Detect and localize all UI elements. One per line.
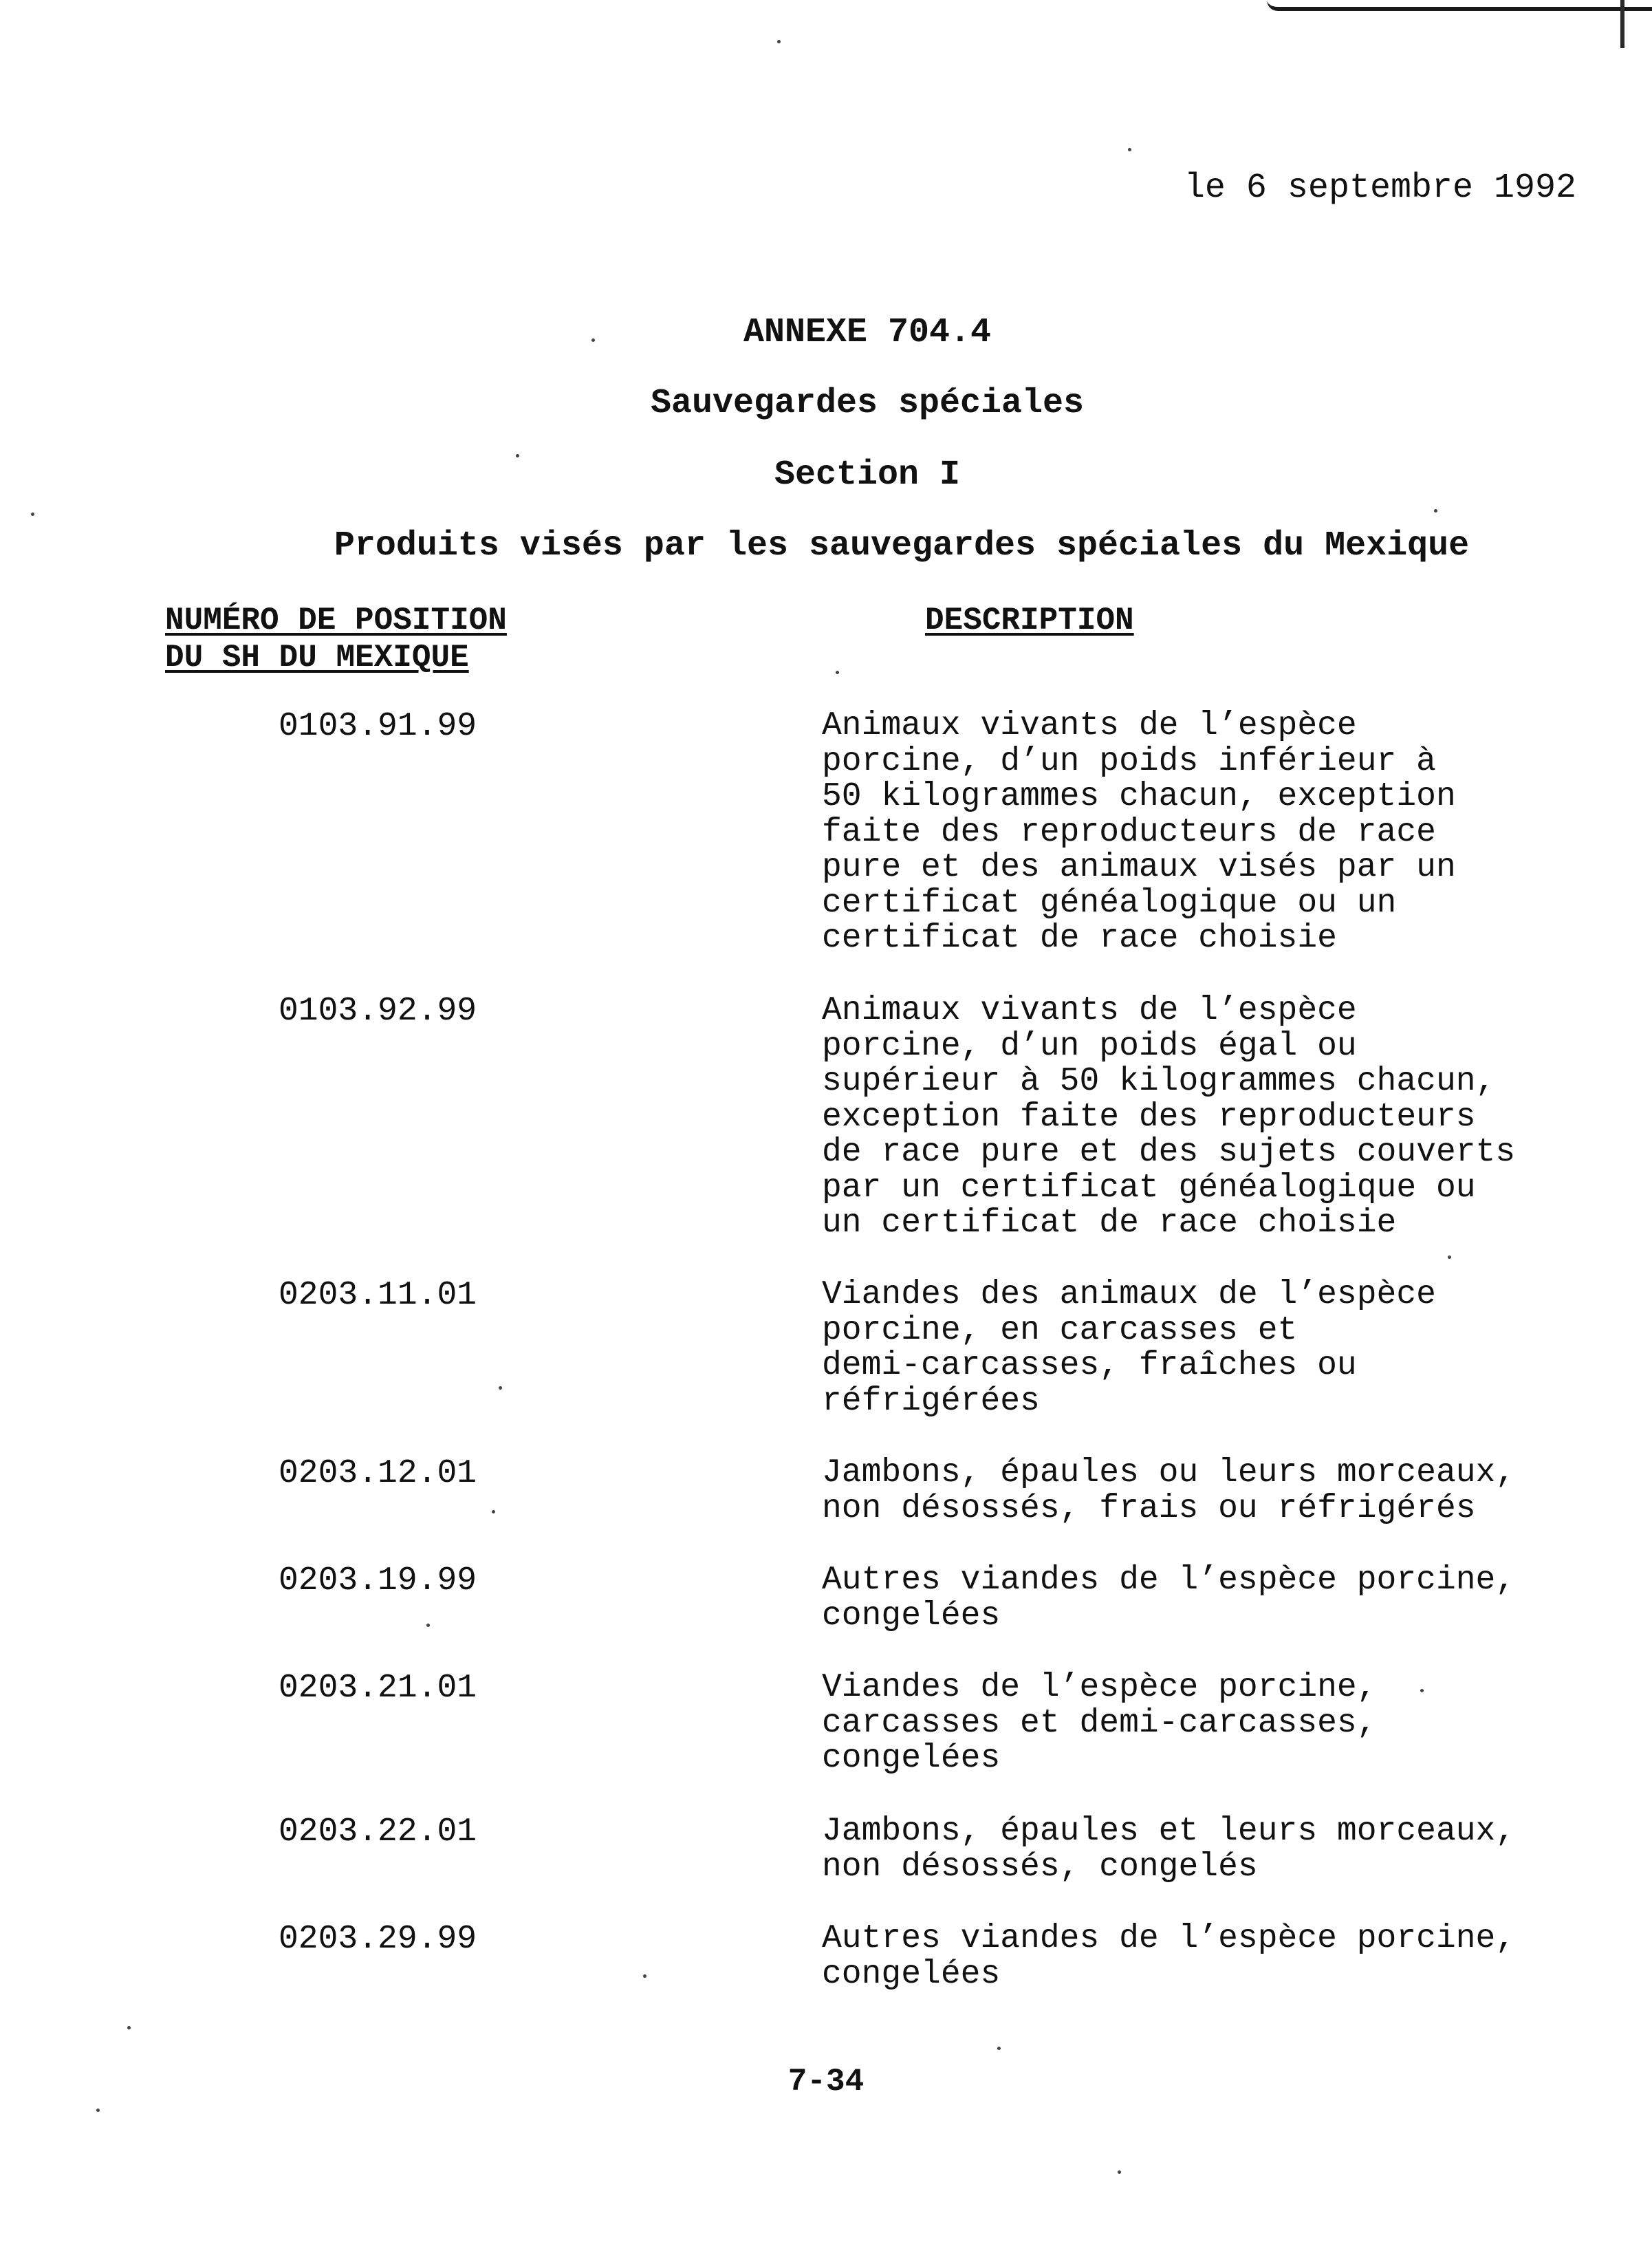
document-date: le 6 septembre 1992 [1184,169,1576,208]
scan-speck [836,671,839,674]
product-description: Jambons, épaules et leurs morceaux, non désossés, congelés [822,1813,1516,1886]
hs-code: 0103.91.99 [279,708,477,745]
scan-speck [127,2026,131,2029]
hs-code: 0203.29.99 [279,1921,477,1958]
scan-speck [492,1510,495,1513]
scan-edge-tick [1620,0,1624,48]
scan-speck [1420,1689,1424,1692]
column-header-description: DESCRIPTION [925,603,1134,638]
column-header-code: NUMÉRO DE POSITION DU SH DU MEXIQUE [165,603,507,676]
document-title: Sauvegardes spéciales [650,384,1085,423]
hs-code: 0203.22.01 [279,1813,477,1851]
scan-edge-mark [1267,0,1652,11]
scan-speck [516,454,519,457]
scan-speck [643,1974,646,1978]
scan-speck [777,40,781,43]
scan-speck [96,2109,100,2112]
scan-speck [31,513,34,516]
scan-speck [1118,2170,1121,2174]
hs-code: 0203.19.99 [279,1562,477,1599]
scan-speck [499,1386,502,1390]
hs-code: 0203.11.01 [279,1277,477,1314]
page-number: 7-34 [787,2064,865,2100]
product-description: Autres viandes de l’espèce porcine, congelées [822,1562,1516,1635]
product-description: Autres viandes de l’espèce porcine, congelées [822,1920,1516,1993]
annex-heading: ANNEXE 704.4 [743,313,992,352]
product-description: Jambons, épaules ou leurs morceaux, non désossés, frais ou réfrigérés [822,1454,1516,1527]
section-subtitle: Produits visés par les sauvegardes spéciales du Mexique [334,526,1470,565]
hs-code: 0103.92.99 [279,993,477,1030]
product-description: Animaux vivants de l’espèce porcine, d’un poids inférieur à 50 kilogrammes chacun, exception faite des reproducteurs de race pure et des animaux visés par un certificat généalogique ou un certificat de race choisie [822,707,1456,957]
scan-speck [1128,148,1131,151]
product-description: Viandes de l’espèce porcine, carcasses et demi-carcasses, congelées [822,1669,1377,1777]
section-heading: Section I [774,455,961,495]
product-description: Animaux vivants de l’espèce porcine, d’un poids égal ou supérieur à 50 kilogrammes chacun, exception faite des reproducteurs de race pure et des sujets couverts par un certificat généalogique ou un certificat de race choisie [822,992,1516,1242]
scan-speck [1434,509,1437,513]
hs-code: 0203.21.01 [279,1670,477,1707]
scan-speck [997,2047,1001,2050]
scan-speck [1448,1255,1451,1259]
hs-code: 0203.12.01 [279,1455,477,1492]
scan-speck [426,1624,430,1627]
scan-speck [591,338,595,342]
product-description: Viandes des animaux de l’espèce porcine, en carcasses et demi-carcasses, fraîches ou réfrigérées [822,1276,1436,1420]
